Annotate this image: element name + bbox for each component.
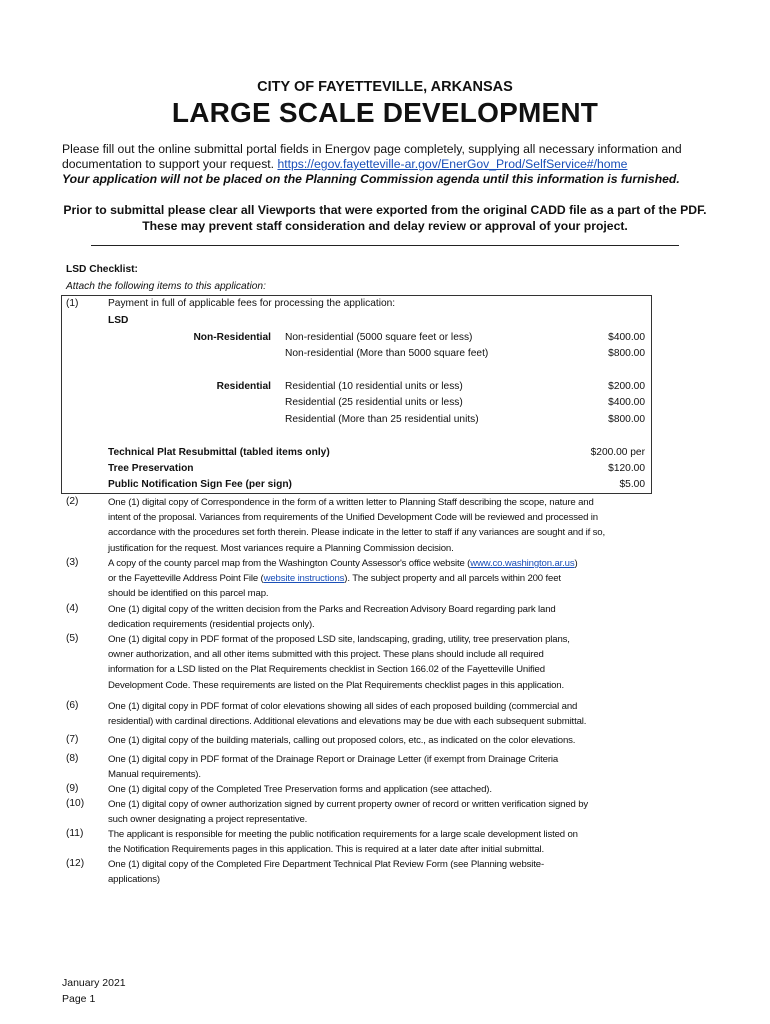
fee-desc: Non-residential (More than 5000 square feet) [285,348,489,359]
item-number: (5) [66,633,79,644]
item-line: One (1) digital copy of the written decision from the Parks and Recreation Advisory Board regarding park land [108,604,556,615]
website-instructions-link[interactable]: website instructions [263,573,345,585]
intro-line-1: Please fill out the online submittal portal fields in Energov page completely, supplying all necessary information and [62,142,682,156]
item-line: The applicant is responsible for meeting the public notification requirements for a large scale development listed on [108,829,578,840]
item-line: One (1) digital copy in PDF format of color elevations showing all sides of each proposed building (commercial and [108,701,578,712]
item-number: (11) [66,828,84,839]
item-line: accordance with the procedures set forth therein. Please indicate in the letter to staff if any variances are sought and if so, [108,527,605,539]
fee-amount: $400.00 [608,332,645,343]
viewport-notice-line-1: Prior to submittal please clear all Viewports that were exported from the original CADD file as a part of the PDF. [63,203,707,217]
item-number: (8) [66,753,79,764]
item-line: One (1) digital copy of the Completed Fire Department Technical Plat Review Form (see Planning website- [108,859,545,870]
fee-amount: $120.00 [608,463,645,474]
item-number: (1) [66,298,79,309]
item-line: dedication requirements (residential projects only). [108,619,315,631]
item-number: (7) [66,734,79,745]
fee-desc: Residential (10 residential units or less) [285,381,463,392]
fee-desc: Tree Preservation [108,463,194,474]
item-text: ) [574,558,578,569]
divider [91,245,679,246]
item-line: information for a LSD listed on the Plat Requirements checklist in Section 166.02 of the Fayetteville Unified [108,664,545,676]
item-line: residential) with cardinal directions. Additional elevations and elevations may be due with each subsequent submittal. [108,716,587,728]
fee-amount: $200.00 [608,381,645,392]
fee-desc: Public Notification Sign Fee (per sign) [108,479,292,490]
item-line: applications) [108,874,160,886]
viewport-notice-line-2: These may prevent staff consideration and delay review or approval of your project. [142,219,628,233]
item-line [108,556,578,571]
item-number: (12) [66,858,85,869]
item-number: (10) [66,798,85,809]
item-line: such owner designating a project representative. [108,814,308,826]
item-line: One (1) digital copy in PDF format of the proposed LSD site, landscaping, grading, utility, tree preservation plans, [108,634,570,645]
intro-line-2 [62,157,682,172]
checklist-item [108,602,556,632]
fee-group-nonresidential: Non-Residential [193,332,271,343]
item-line: should be identified on this parcel map. [108,588,269,600]
intro-line-2-text: documentation to support your request. [62,157,278,171]
fee-amount: $5.00 [619,479,645,490]
item-line: the Notification Requirements pages in this application. This is required at a later date after initial submittal. [108,844,544,856]
item-line: Development Code. These requirements are listed on the Plat Requirements checklist pages in this application. [108,679,564,691]
checklist-item [108,733,575,748]
city-header: CITY OF FAYETTEVILLE, ARKANSAS [257,79,513,95]
fee-desc: Residential (25 residential units or less) [285,397,463,408]
item-text: ). The subject property and all parcels within 200 feet [344,573,561,585]
checklist-item [108,782,492,797]
fee-amount: $800.00 [608,414,645,425]
washington-county-link[interactable]: www.co.washington.ar.us [470,558,575,569]
fee-amount: $400.00 [608,397,645,408]
checklist-item [108,699,586,729]
checklist-item [108,556,578,602]
fee-desc: Technical Plat Resubmittal (tabled items only) [108,447,330,458]
agenda-warning: Your application will not be placed on the Planning Commission agenda until this information is furnished. [62,172,680,186]
fee-group-residential: Residential [216,381,271,392]
page-number: Page 1 [62,993,96,1005]
item-number: (3) [66,557,79,568]
item-line: One (1) digital copy of the Completed Tree Preservation forms and application (see attached). [108,784,492,795]
checklist-item [108,632,570,693]
item-line: intent of the proposal. Variances from requirements of the Unified Development Code will be reviewed and processed in [108,512,598,524]
item-text: A copy of the county parcel map from the Washington County Assessor's office website ( [108,558,471,569]
checklist-item [108,827,578,857]
item-line: owner authorization, and all other items submitted with this project. These plans should include all required [108,649,544,661]
item-line: One (1) digital copy of Correspondence in the form of a written letter to Planning Staff describing the scope, nature and [108,497,594,508]
checklist-item [108,495,605,556]
fee-desc: Non-residential (5000 square feet or less) [285,332,473,343]
item-number: (6) [66,700,79,711]
intro-paragraph [62,142,682,172]
item-number: (9) [66,783,79,794]
item-line: One (1) digital copy of owner authorization signed by current property owner of record or written verification signed by [108,799,589,810]
item-text: or the Fayetteville Address Point File ( [108,573,264,585]
item-line: justification for the request. Most variances require a Planning Commission decision. [108,542,454,554]
checklist-heading: LSD Checklist: [66,264,138,275]
checklist-subheading: Attach the following items to this application: [66,281,266,292]
page-title: LARGE SCALE DEVELOPMENT [171,97,599,128]
fee-intro: Payment in full of applicable fees for processing the application: [108,298,396,309]
item-line: Manual requirements). [108,769,201,781]
item-line: One (1) digital copy of the building materials, calling out proposed colors, etc., as indicated on the color elevations. [108,735,576,746]
item-line: One (1) digital copy in PDF format of the Drainage Report or Drainage Letter (if exempt from Drainage Criteria [108,754,559,765]
checklist-item [108,797,588,827]
footer-date: January 2021 [62,977,126,989]
item-number: (2) [66,496,79,507]
item-number: (4) [66,603,79,614]
checklist-item [108,752,558,782]
fee-category-lsd: LSD [108,315,129,326]
fee-amount: $200.00 per [590,447,645,458]
fee-amount: $800.00 [608,348,645,359]
energov-link[interactable]: https://egov.fayetteville-ar.gov/EnerGov_Prod/SelfService#/home [277,157,628,171]
fee-desc: Residential (More than 25 residential units) [285,414,479,425]
checklist-item [108,857,544,887]
item-line [108,571,578,586]
